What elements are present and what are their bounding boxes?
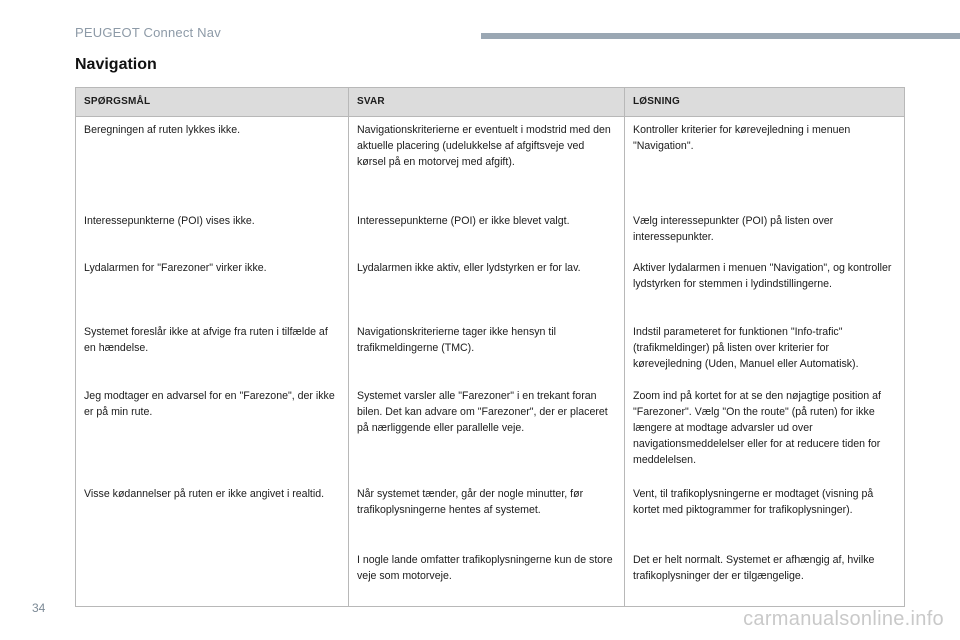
answer-cell: Navigationskriterierne tager ikke hensyn til trafikmeldingerne (TMC). [349, 319, 625, 383]
answer-cell: Interessepunkterne (POI) er ikke blevet valgt. [349, 208, 625, 255]
solution-cell: Aktiver lydalarmen i menuen "Navigation", og kontroller lydstyrken for stemmen i lydindstillingerne. [625, 255, 905, 319]
question-cell: Beregningen af ruten lykkes ikke. [76, 117, 349, 208]
troubleshooting-table [75, 87, 905, 607]
solution-cell: Indstil parameteret for funktionen "Info-trafic" (trafikmeldinger) på listen over kriterier for kørevejledning (Uden, Manuel eller Automatisk). [625, 319, 905, 383]
header-product-name: PEUGEOT Connect Nav [75, 25, 221, 40]
question-cell: Lydalarmen for "Farezoner" virker ikke. [76, 255, 349, 319]
solution-cell: Det er helt normalt. Systemet er afhængig af, hvilke trafikoplysninger der er tilgængelige. [625, 547, 905, 607]
solution-cell: Kontroller kriterier for kørevejledning i menuen "Navigation". [625, 117, 905, 208]
answer-cell: Systemet varsler alle "Farezoner" i en trekant foran bilen. Det kan advare om "Farezoner", der er placeret på nærliggende eller parallelle veje. [349, 383, 625, 481]
column-header-question: SPØRGSMÅL [76, 88, 349, 117]
column-header-solution: LØSNING [625, 88, 905, 117]
question-cell: Visse kødannelser på ruten er ikke angivet i realtid. [76, 481, 349, 547]
question-cell [76, 547, 349, 607]
section-title: Navigation [75, 56, 157, 73]
table-header-row [76, 88, 905, 117]
solution-cell: Vælg interessepunkter (POI) på listen over interessepunkter. [625, 208, 905, 255]
table-row [76, 481, 905, 547]
column-header-answer: SVAR [349, 88, 625, 117]
table-row [76, 208, 905, 255]
answer-cell: Lydalarmen ikke aktiv, eller lydstyrken er for lav. [349, 255, 625, 319]
table-row [76, 255, 905, 319]
question-cell: Interessepunkterne (POI) vises ikke. [76, 208, 349, 255]
table-row [76, 383, 905, 481]
solution-cell: Vent, til trafikoplysningerne er modtaget (visning på kortet med piktogrammer for trafikoplysninger). [625, 481, 905, 547]
watermark: carmanualsonline.info [743, 608, 944, 630]
question-cell: Systemet foreslår ikke at afvige fra ruten i tilfælde af en hændelse. [76, 319, 349, 383]
answer-cell: Navigationskriterierne er eventuelt i modstrid med den aktuelle placering (udelukkelse af afgiftsveje ved kørsel på en motorvej med afgift). [349, 117, 625, 208]
table-row [76, 117, 905, 208]
answer-cell: I nogle lande omfatter trafikoplysningerne kun de store veje som motorveje. [349, 547, 625, 607]
solution-cell: Zoom ind på kortet for at se den nøjagtige position af "Farezoner". Vælg "On the route" (på ruten) for ikke længere at modtage advarsler ud over navigationsmeddelelser eller for at reducere tiden for meddelelsen. [625, 383, 905, 481]
table-row [76, 319, 905, 383]
page-number: 34 [32, 601, 46, 615]
answer-cell: Når systemet tænder, går der nogle minutter, før trafikoplysningerne hentes af systemet. [349, 481, 625, 547]
question-cell: Jeg modtager en advarsel for en "Farezone", der ikke er på min rute. [76, 383, 349, 481]
header-bar [481, 33, 960, 39]
table-row [76, 547, 905, 607]
